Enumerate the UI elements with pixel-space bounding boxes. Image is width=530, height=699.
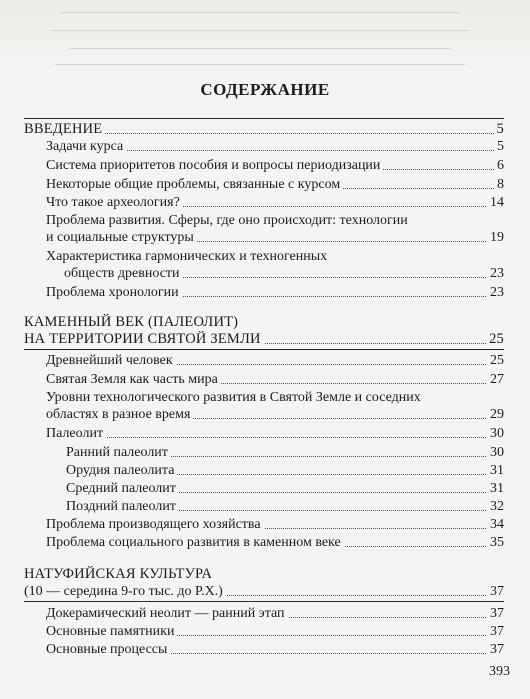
section-rule: [24, 601, 504, 602]
entry-label: НА ТЕРРИТОРИИ СВЯТОЙ ЗЕМЛИ: [24, 331, 264, 347]
entry-label: Что такое археология?: [46, 195, 183, 210]
entry-label: (10 — середина 9-го тыс. до Р.Х.): [24, 584, 226, 599]
entry-page: 31: [487, 480, 504, 497]
toc-entry: [46, 194, 504, 211]
bleed-through-mark: [50, 30, 470, 31]
entry-label: Основные памятники: [46, 624, 177, 639]
toc-entry: [46, 284, 504, 301]
entry-label: Уровни технологического развития в Святой Земле и соседних: [46, 390, 424, 405]
toc-entry: [46, 138, 504, 155]
entry-page: 23: [487, 284, 504, 301]
entry-label: ВВЕДЕНИЕ: [24, 121, 105, 137]
entry-label: Святая Земля как часть мира: [46, 372, 221, 387]
entry-label: Проблема производящего хозяйства: [46, 517, 264, 532]
entry-page: 37: [487, 605, 504, 622]
entry-page: 32: [487, 498, 504, 515]
entry-page: 25: [487, 352, 504, 369]
entry-page: 30: [487, 425, 504, 442]
entry-label: Задачи курса: [46, 139, 126, 154]
toc-entry: [66, 480, 504, 497]
toc-entry: [46, 534, 504, 551]
entry-page: 30: [487, 444, 504, 461]
bleed-through-mark: [70, 48, 450, 49]
entry-page: 5: [494, 121, 504, 138]
toc-entry: [66, 444, 504, 461]
entry-label: Проблема хронологии: [46, 285, 182, 300]
page-number: 393: [489, 664, 510, 679]
entry-page: 37: [487, 583, 504, 600]
entry-label: Основные процессы: [46, 642, 170, 657]
entry-label: НАТУФИЙСКАЯ КУЛЬТУРА: [24, 566, 215, 582]
toc-title: СОДЕРЖАНИЕ: [200, 80, 330, 99]
entry-label: Поздний палеолит: [66, 499, 179, 514]
title-rule: [24, 118, 504, 119]
section-rule: [24, 349, 504, 350]
entry-label: Средний палеолит: [66, 481, 179, 496]
toc-entry: [24, 314, 504, 348]
entry-label: обществ древности: [64, 266, 183, 281]
toc-entry: [46, 176, 504, 193]
entry-page: 29: [487, 406, 504, 423]
toc-entry: [24, 566, 504, 600]
toc-entry: [46, 248, 504, 282]
entry-label: и социальные структуры: [46, 230, 197, 245]
entry-label: Палеолит: [46, 426, 106, 441]
entry-page: 37: [487, 641, 504, 658]
toc-entry: [46, 641, 504, 658]
entry-label: Докерамический неолит — ранний этап: [46, 606, 288, 621]
entry-page: 23: [487, 265, 504, 282]
bleed-through-mark: [60, 12, 460, 13]
toc-entry: [46, 212, 504, 246]
entry-page: 25: [486, 331, 504, 348]
toc-entry: [46, 425, 504, 442]
entry-label: Древнейший человек: [46, 353, 176, 368]
entry-page: 27: [487, 371, 504, 388]
entry-page: 14: [487, 194, 504, 211]
entry-page: 34: [487, 516, 504, 533]
entry-label: Система приоритетов пособия и вопросы периодизации: [46, 158, 383, 173]
entry-page: 6: [494, 157, 504, 174]
toc-entry: [46, 371, 504, 388]
entry-label: Некоторые общие проблемы, связанные с курсом: [46, 177, 343, 192]
toc-entry: [66, 462, 504, 479]
toc-entry: [46, 389, 504, 423]
toc-entry: [66, 498, 504, 515]
entry-page: 37: [487, 623, 504, 640]
entry-page: 5: [494, 138, 504, 155]
entry-page: 8: [494, 176, 504, 193]
entry-label: Проблема развития. Сферы, где оно происходит: технологии: [46, 213, 411, 228]
entry-label: КАМЕННЫЙ ВЕК (ПАЛЕОЛИТ): [24, 314, 241, 330]
toc-entry: [46, 623, 504, 640]
toc-entry: [46, 157, 504, 174]
toc-entry: [24, 121, 504, 138]
entry-label: Ранний палеолит: [66, 445, 171, 460]
entry-label: Характеристика гармонических и техногенных: [46, 249, 330, 264]
entry-label: областях в разное время: [46, 407, 193, 422]
toc-entry: [46, 516, 504, 533]
entry-label: Проблема социального развития в каменном веке: [46, 535, 344, 550]
toc-entry: [46, 605, 504, 622]
bleed-through-mark: [55, 64, 465, 65]
entry-label: Орудия палеолита: [66, 463, 177, 478]
entry-page: 35: [487, 534, 504, 551]
entry-page: 19: [487, 229, 504, 246]
toc-entry: [46, 352, 504, 369]
entry-page: 31: [487, 462, 504, 479]
